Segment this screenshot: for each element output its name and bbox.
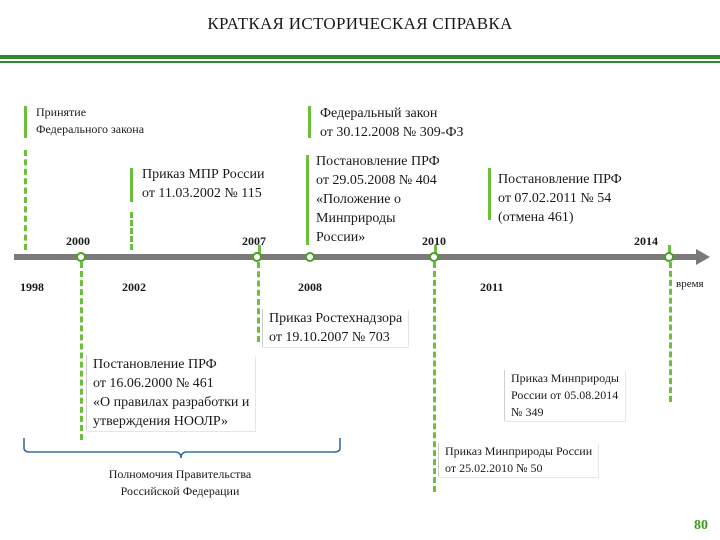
- time-axis-label: время: [676, 278, 704, 290]
- event-line: Федерального закона: [36, 122, 145, 136]
- event-line: Приказ Ростехнадзора: [269, 311, 403, 326]
- event-mpr-order-115: [142, 165, 264, 203]
- event-line: от 07.02.2011 № 54: [498, 191, 612, 206]
- event-law-adoption: [36, 104, 144, 138]
- event-line: Приказ МПР России: [142, 167, 265, 182]
- timeline-node-2008: [305, 252, 315, 262]
- dashed-connector: [433, 262, 436, 492]
- event-line: Приказ Минприроды России: [445, 444, 593, 458]
- title-underline-thin: [0, 61, 720, 63]
- event-minprirody-order-50: [438, 443, 598, 477]
- title-underline: [0, 55, 720, 59]
- event-line: Постановление ПРФ: [316, 154, 440, 169]
- timeline-node-2007: [252, 252, 262, 262]
- year-label-2008: 2008: [298, 280, 322, 294]
- dashed-connector: [669, 262, 672, 402]
- event-marker-bar: [308, 106, 311, 138]
- event-line: Минприроды: [316, 211, 396, 226]
- brace-label: [80, 466, 280, 500]
- event-resolution-54: [498, 170, 622, 227]
- event-line: от 29.05.2008 № 404: [316, 173, 437, 188]
- event-minprirody-order-349: [504, 370, 625, 421]
- page-number: 80: [694, 518, 708, 533]
- event-line: № 349: [511, 405, 544, 419]
- event-line: Принятие: [36, 105, 87, 119]
- event-resolution-404: [316, 152, 440, 247]
- brace-label-line: Российской Федерации: [120, 484, 240, 498]
- brace-icon: [20, 436, 346, 464]
- event-line: Постановление ПРФ: [498, 172, 622, 187]
- event-line: «Положение о: [316, 192, 401, 207]
- timeline-node-2010: [429, 252, 439, 262]
- event-line: Приказ Минприроды: [511, 371, 619, 385]
- timeline-node-2014: [664, 252, 674, 262]
- event-line: от 16.06.2000 № 461: [93, 376, 214, 391]
- event-line: Постановление ПРФ: [93, 357, 217, 372]
- timeline-node-2000: [76, 252, 86, 262]
- dashed-connector: [257, 262, 260, 342]
- event-line: от 30.12.2008 № 309-ФЗ: [320, 125, 464, 140]
- event-marker-bar: [24, 106, 27, 138]
- event-resolution-461: [86, 355, 255, 431]
- event-marker-bar: [488, 168, 491, 220]
- event-line: утверждения НООЛР»: [93, 414, 229, 429]
- dashed-connector: [130, 212, 133, 250]
- event-rostekhnadzor-order: [262, 309, 408, 347]
- year-label-2002: 2002: [122, 280, 146, 294]
- event-marker-bar: [306, 155, 309, 245]
- event-marker-bar: [130, 168, 133, 202]
- event-line: России»: [316, 230, 366, 245]
- slide-title: КРАТКАЯ ИСТОРИЧЕСКАЯ СПРАВКА: [207, 14, 513, 33]
- event-line: от 19.10.2007 № 703: [269, 330, 390, 345]
- year-label-2014: 2014: [634, 234, 658, 248]
- year-label-1998: 1998: [20, 280, 44, 294]
- event-line: Федеральный закон: [320, 106, 438, 121]
- year-label-2011: 2011: [480, 280, 504, 294]
- year-label-2007: 2007: [242, 234, 266, 248]
- event-line: «О правилах разработки и: [93, 395, 250, 410]
- event-line: (отмена 461): [498, 210, 574, 225]
- event-line: от 11.03.2002 № 115: [142, 186, 262, 201]
- dashed-connector: [24, 150, 27, 250]
- event-line: от 25.02.2010 № 50: [445, 461, 543, 475]
- year-label-2000: 2000: [66, 234, 90, 248]
- timeline-axis: [14, 254, 700, 260]
- brace-label-line: Полномочия Правительства: [108, 467, 252, 481]
- timeline-arrow-icon: [696, 249, 710, 265]
- event-federal-law-309: [320, 104, 464, 142]
- event-line: России от 05.08.2014: [511, 388, 619, 402]
- year-label-2010: 2010: [422, 234, 446, 248]
- dashed-connector: [80, 262, 83, 440]
